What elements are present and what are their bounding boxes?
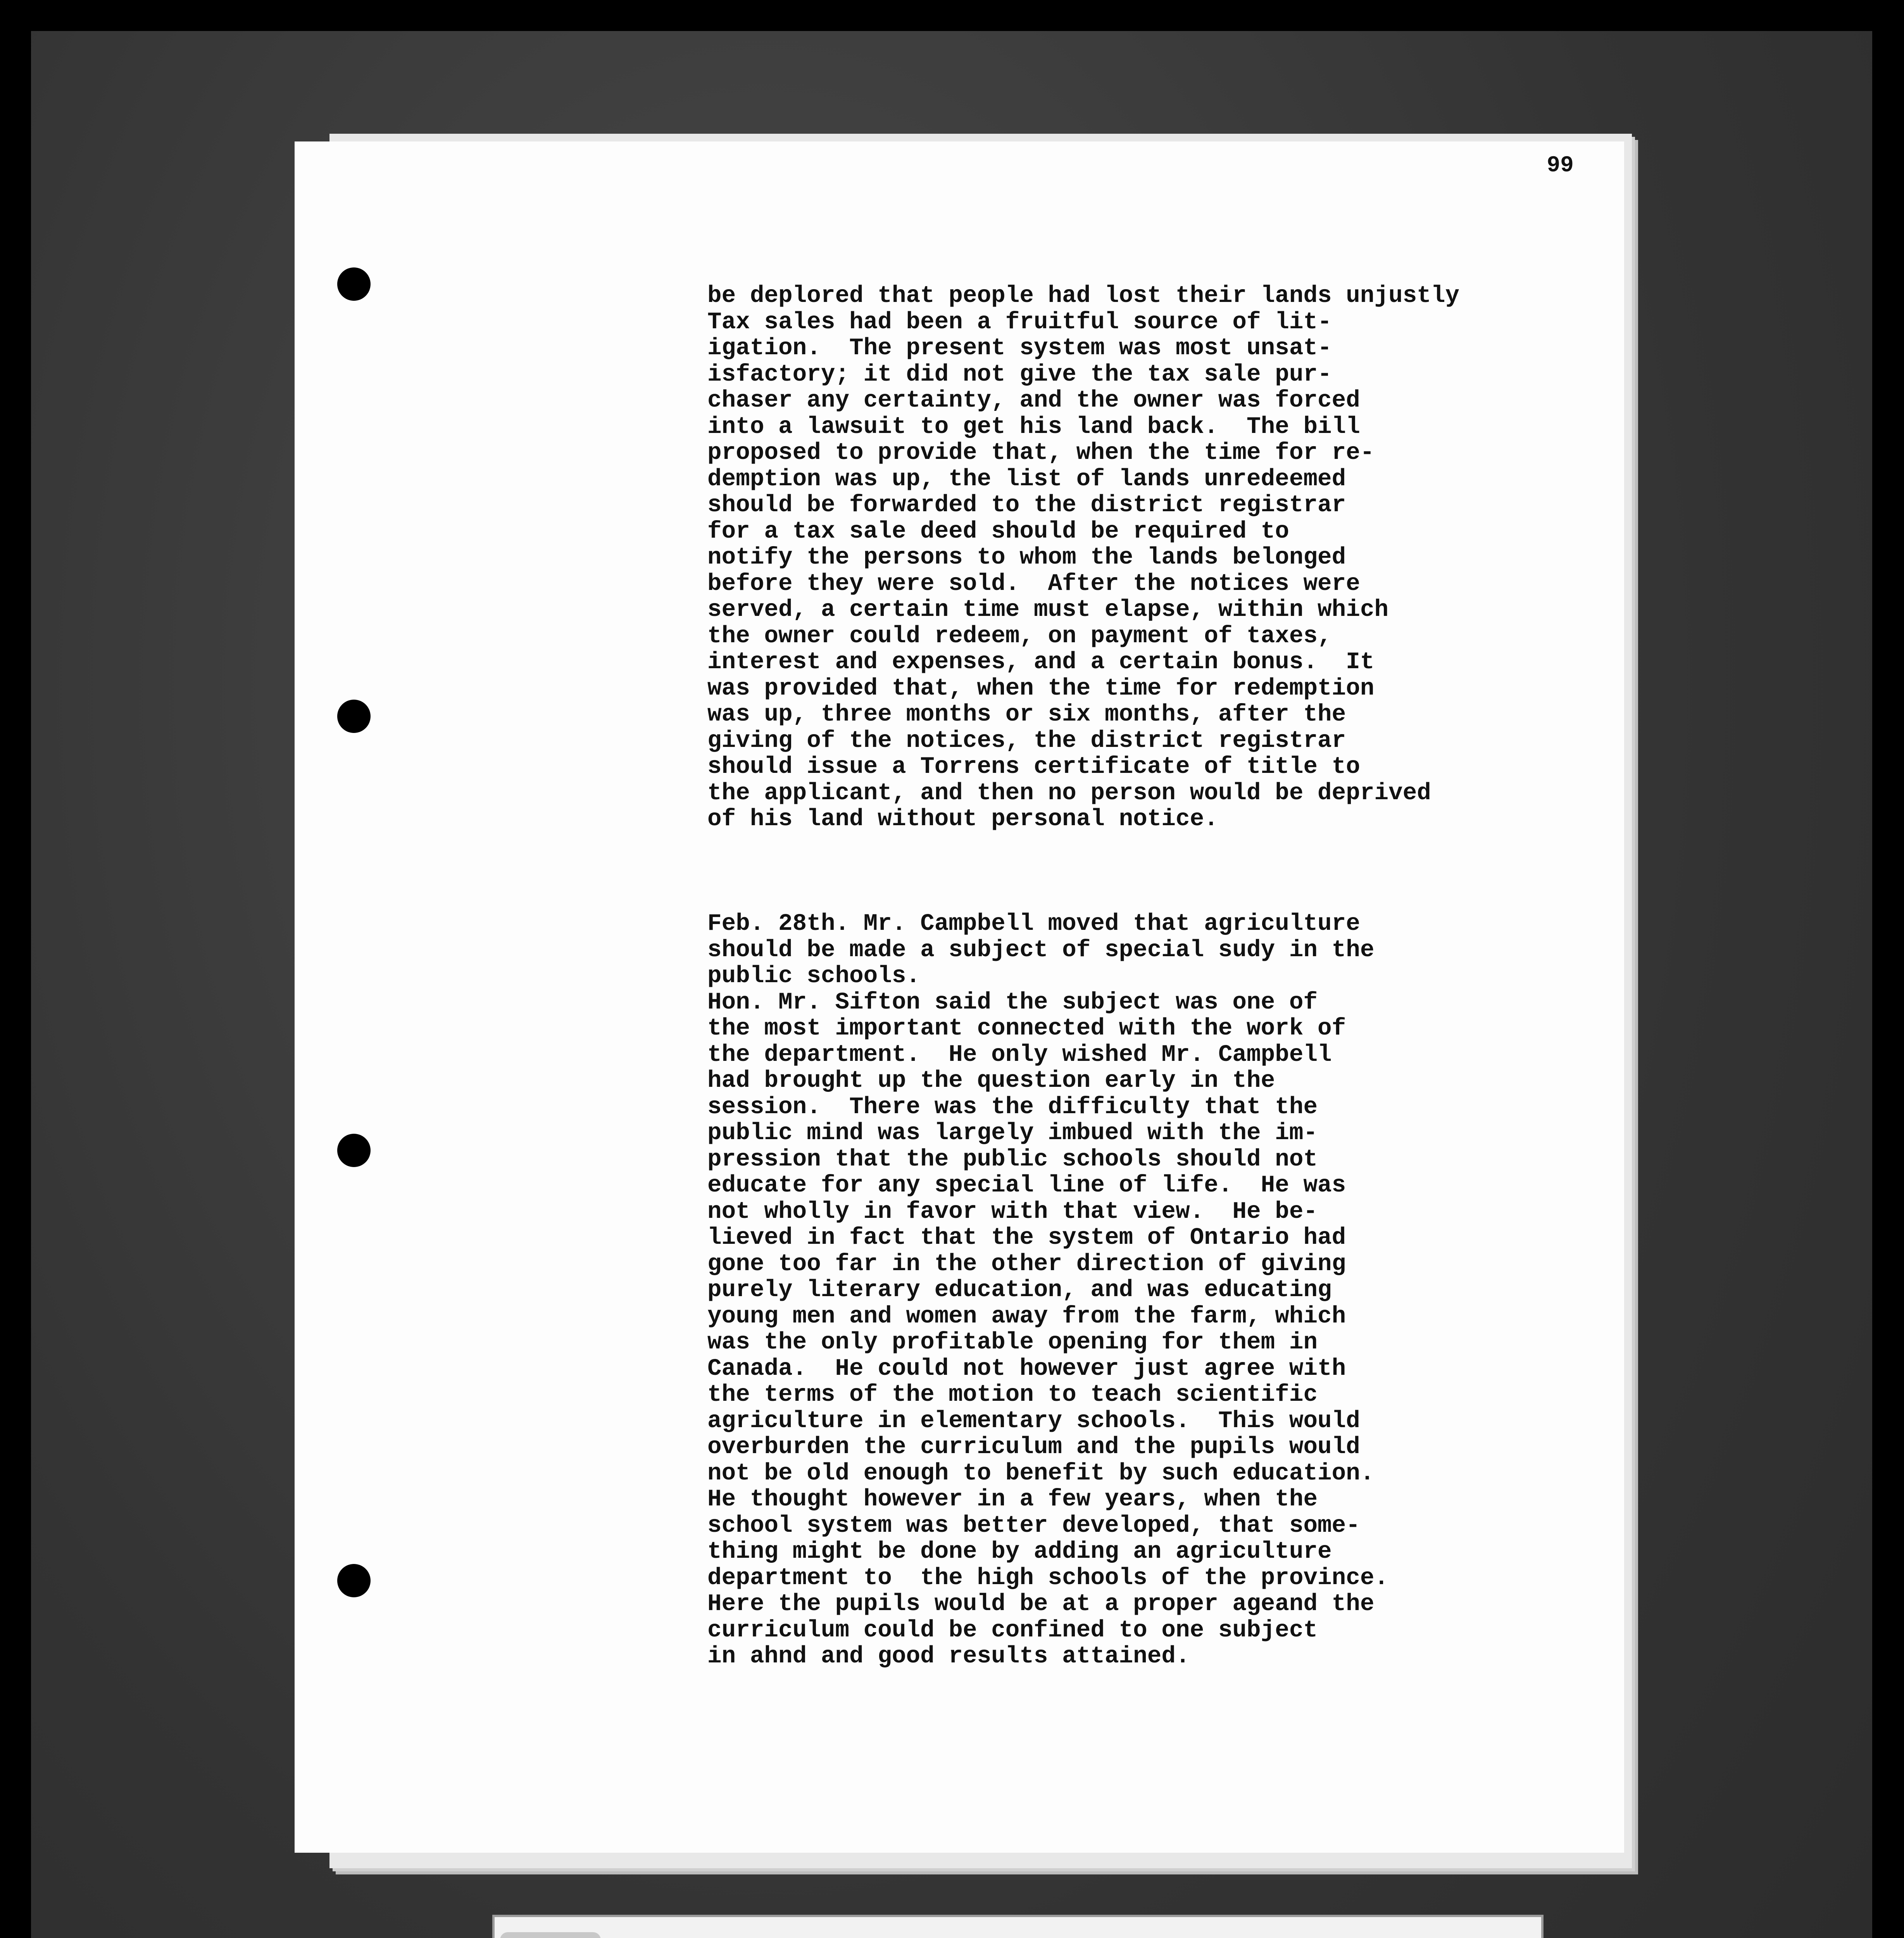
text-line: was provided that, when the time for redemption	[707, 675, 1375, 702]
text-line: the terms of the motion to teach scientific	[707, 1381, 1318, 1408]
text-line: young men and women away from the farm, which	[707, 1303, 1346, 1330]
text-line: He thought however in a few years, when the	[707, 1486, 1318, 1513]
text-line: interest and expenses, and a certain bonus. It	[707, 649, 1375, 676]
punch-hole	[337, 1564, 371, 1597]
text-line: school system was better developed, that some-	[707, 1512, 1360, 1539]
text-line: agriculture in elementary schools. This would	[707, 1407, 1360, 1435]
document-page	[295, 141, 1624, 1853]
text-line: Hon. Mr. Sifton said the subject was one of	[707, 989, 1318, 1016]
text-line: pression that the public schools should not	[707, 1146, 1318, 1173]
text-line: the applicant, and then no person would be deprived	[707, 779, 1431, 807]
text-line: was up, three months or six months, after the	[707, 701, 1346, 728]
text-line: educate for any special line of life. He was	[707, 1172, 1346, 1199]
typed-text	[707, 231, 1607, 1722]
text-line: had brought up the question early in the	[707, 1067, 1275, 1094]
text-line: overburden the curriculum and the pupils would	[707, 1434, 1360, 1460]
punch-hole	[337, 267, 371, 301]
text-line: notify the persons to whom the lands belonged	[707, 544, 1346, 571]
text-line: proposed to provide that, when the time for re-	[707, 440, 1375, 466]
text-line: should be made a subject of special sudy in the	[707, 936, 1375, 964]
text-line: Tax sales had been a fruitful source of lit-	[707, 309, 1332, 336]
text-line: Canada. He could not however just agree with	[707, 1355, 1346, 1382]
page-number: 99	[1547, 153, 1574, 178]
text-line: the owner could redeem, on payment of taxes,	[707, 622, 1332, 650]
text-line: igation. The present system was most unsat-	[707, 335, 1332, 362]
text-line: for a tax sale deed should be required to	[707, 518, 1289, 545]
text-line: public mind was largely imbued with the im-	[707, 1120, 1318, 1147]
text-line: should issue a Torrens certificate of title to	[707, 753, 1360, 780]
tag-smudge	[500, 1932, 601, 1938]
text-line: was the only profitable opening for them in	[707, 1329, 1318, 1356]
text-line: be deplored that people had lost their lands unjustly	[707, 283, 1460, 309]
text-line: in ahnd and good results attained.	[707, 1643, 1190, 1670]
text-line: not be old enough to benefit by such education.	[707, 1460, 1375, 1487]
paragraph-tax-sales	[707, 283, 1607, 833]
text-line: gone too far in the other direction of giving	[707, 1250, 1346, 1278]
text-line: purely literary education, and was educating	[707, 1277, 1332, 1303]
punch-hole	[337, 1134, 371, 1167]
text-line: of his land without personal notice.	[707, 806, 1218, 833]
text-line: before they were sold. After the notices were	[707, 570, 1360, 597]
text-line: into a lawsuit to get his land back. The bill	[707, 413, 1360, 440]
text-line: giving of the notices, the district registrar	[707, 727, 1346, 754]
text-line: served, a certain time must elapse, within which	[707, 597, 1389, 623]
text-line: Here the pupils would be at a proper ageand the	[707, 1591, 1375, 1617]
text-line: lieved in fact that the system of Ontario had	[707, 1224, 1346, 1251]
text-line: should be forwarded to the district registrar	[707, 492, 1346, 519]
text-line: session. There was the difficulty that the	[707, 1093, 1318, 1121]
text-line: the most important connected with the work of	[707, 1015, 1346, 1042]
text-line: Feb. 28th. Mr. Campbell moved that agriculture	[707, 910, 1360, 937]
text-line: demption was up, the list of lands unredeemed	[707, 466, 1346, 493]
text-line: chaser any certainty, and the owner was forced	[707, 387, 1360, 414]
punch-hole	[337, 700, 371, 733]
text-line: not wholly in favor with that view. He be-	[707, 1198, 1318, 1225]
microfilm-tag	[492, 1915, 1544, 1938]
text-line: the department. He only wished Mr. Campbell	[707, 1041, 1332, 1068]
paragraph-agriculture-motion	[707, 911, 1607, 1670]
text-line: public schools.	[707, 963, 921, 990]
text-line: curriculum could be confined to one subject	[707, 1617, 1318, 1644]
text-line: department to the high schools of the province.	[707, 1564, 1389, 1591]
text-line: thing might be done by adding an agriculture	[707, 1538, 1332, 1565]
text-line: isfactory; it did not give the tax sale pur-	[707, 361, 1332, 388]
